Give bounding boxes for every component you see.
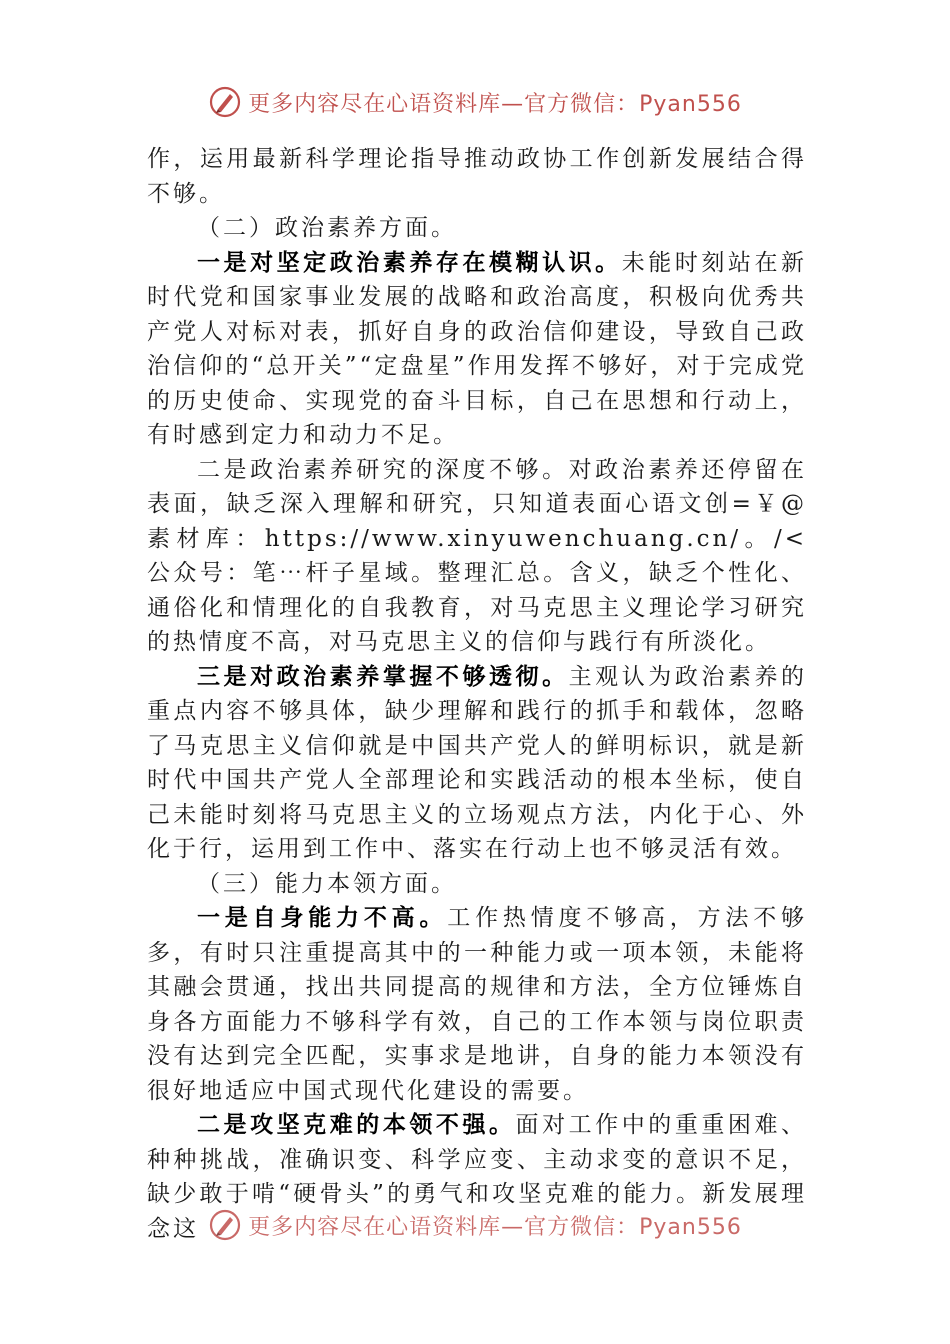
footer-banner — [0, 1204, 950, 1248]
pen-seal-icon — [208, 85, 242, 119]
lead-sentence: 三是对政治素养掌握不够透彻。 — [197, 662, 569, 690]
banner-text: 更多内容尽在心语资料库—官方微信：Pyan556 — [248, 1214, 742, 1240]
banner-text: 更多内容尽在心语资料库—官方微信：Pyan556 — [248, 91, 742, 117]
lead-sentence: 一是自身能力不高。 — [197, 904, 448, 931]
header-banner — [0, 82, 950, 122]
paragraph: 二是政治素养研究的深度不够。对政治素养还停留在表面，缺乏深入理解和研究，只知道表面心语文创=￥@素材库：https://www.xinyuwenchuang.cn/。/<公众号：笔⋯杆子星域。整理汇总。含义，缺乏个性化、通俗化和情理化的自我教育，对马克思主义理论学习研究的热情度不高，对马克思主义的信仰与践行有所淡化。 — [147, 456, 807, 655]
section-heading: （三）能力本领方面。 — [197, 870, 457, 897]
paragraph: 一是对坚定政治素养存在模糊认识。未能时刻站在新时代党和国家事业发展的战略和政治高度，积极向优秀共产党人对标对表，抓好自身的政治信仰建设，导致自己政治信仰的“总开关”“定盘星”作用发挥不够好，对于完成党的历史使命、实现党的奋斗目标，自己在思想和行动上，有时感到定力和动力不足。 — [147, 248, 808, 448]
document-body — [147, 142, 807, 1246]
paragraph: 一是自身能力不高。工作热情度不够高，方法不够多，有时只注重提高其中的一种能力或一项本领，未能将其融会贯通，找出共同提高的规律和方法，全方位锤炼自身各方面能力不够科学有效，自己的工作本领与岗位职责没有达到完全匹配，实事求是地讲，自身的能力本领没有很好地适应中国式现代化建设的需要。 — [147, 904, 808, 1104]
lead-sentence: 一是对坚定政治素养存在模糊认识。 — [197, 248, 622, 276]
paragraph: 二是攻坚克难的本领不强。面对工作中的重重困难、种种挑战，准确识变、科学应变、主动求变的意识不足，缺少敢于啃“硬骨头”的勇气和攻坚克难的能力。新发展理念这 — [147, 1111, 808, 1242]
paragraph: 三是对政治素养掌握不够透彻。主观认为政治素养的重点内容不够具体，缺少理解和践行的抓手和载体，忽略了马克思主义信仰就是中国共产党人的鲜明标识，就是新时代中国共产党人全部理论和实践活动的根本坐标，使自己未能时刻将马克思主义的立场观点方法，内化于心、外化于行，运用到工作中、落实在行动上也不够灵活有效。 — [147, 662, 808, 862]
lead-sentence: 二是攻坚克难的本领不强。 — [197, 1111, 516, 1138]
pen-seal-icon — [208, 1208, 242, 1242]
paragraph: 作，运用最新科学理论指导推动政协工作创新发展结合得不够。 — [147, 146, 807, 207]
section-heading: （二）政治素养方面。 — [197, 215, 457, 241]
